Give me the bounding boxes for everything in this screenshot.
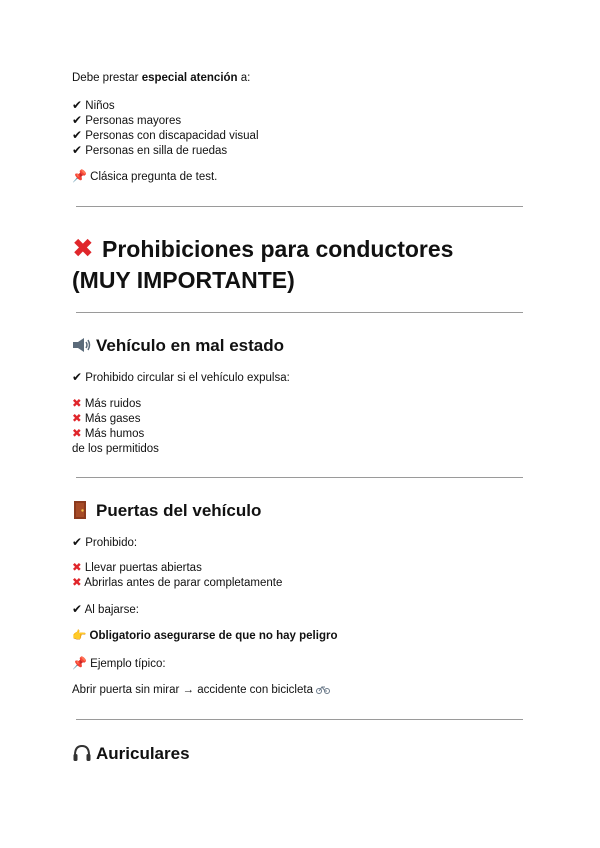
check-icon: ✔ (72, 602, 83, 616)
intro-list (72, 98, 259, 158)
list-item: ✔ Personas con discapacidad visual (72, 128, 259, 142)
pushpin-icon: 📌 (72, 656, 87, 670)
section-title: ✖ Prohibiciones para conductores (72, 233, 454, 263)
list-item: ✔ Personas mayores (72, 113, 182, 127)
puertas-example-label: 📌 Ejemplo típico: (72, 656, 166, 670)
cross-icon: ✖ (72, 233, 94, 263)
check-icon: ✔ (72, 535, 83, 549)
heading-vehiculo: Vehículo en mal estado (72, 335, 284, 357)
list-tail: de los permitidos (72, 443, 159, 455)
heading-auriculares: Auriculares (72, 743, 190, 765)
check-icon: ✔ (72, 143, 83, 157)
cross-icon: ✖ (72, 577, 82, 589)
vehiculo-lead: ✔ Prohibido circular si el vehículo expulsa: (72, 370, 290, 384)
check-icon: ✔ (72, 113, 83, 127)
list-item: ✖ Más ruidos (72, 398, 142, 410)
section-subtitle: (MUY IMPORTANTE) (72, 267, 295, 293)
list-item: ✖ Llevar puertas abiertas (72, 562, 202, 574)
cross-icon: ✖ (72, 413, 82, 425)
headphones-icon (72, 743, 96, 765)
check-icon: ✔ (72, 128, 83, 142)
intro-suffix: a: (237, 72, 251, 84)
pointing-hand-icon: 👉 (72, 630, 87, 642)
list-item: ✖ Abrirlas antes de parar completamente (72, 577, 283, 589)
heading-puertas: Puertas del vehículo (72, 500, 261, 522)
check-icon: ✔ (72, 370, 83, 384)
cross-icon: ✖ (72, 428, 82, 440)
speaker-icon (72, 335, 96, 357)
bicycle-icon (316, 683, 330, 698)
check-icon: ✔ (72, 98, 83, 112)
cross-icon: ✖ (72, 398, 82, 410)
list-item: ✖ Más humos (72, 428, 145, 440)
intro-note: 📌 Clásica pregunta de test. (72, 169, 218, 183)
pushpin-icon: 📌 (72, 169, 87, 183)
intro-line (72, 71, 250, 86)
divider (76, 312, 523, 313)
divider (76, 477, 523, 478)
puertas-example: Abrir puerta sin mirar → accidente con bicicleta (72, 683, 330, 698)
list-item: ✖ Más gases (72, 413, 141, 425)
divider (76, 206, 523, 207)
list-item: ✔ Niños (72, 98, 115, 112)
puertas-bold-note: 👉 Obligatorio asegurarse de que no hay peligro (72, 630, 338, 642)
list-item: ✔ Personas en silla de ruedas (72, 143, 228, 157)
puertas-list (72, 561, 282, 591)
door-icon (72, 500, 96, 522)
cross-icon: ✖ (72, 562, 82, 574)
divider (76, 719, 523, 720)
intro-prefix: Debe prestar (72, 72, 142, 84)
intro-bold: especial atención (141, 72, 238, 84)
puertas-lead2: ✔ Al bajarse: (72, 602, 139, 616)
puertas-lead: ✔ Prohibido: (72, 535, 138, 549)
vehiculo-list (72, 397, 159, 457)
